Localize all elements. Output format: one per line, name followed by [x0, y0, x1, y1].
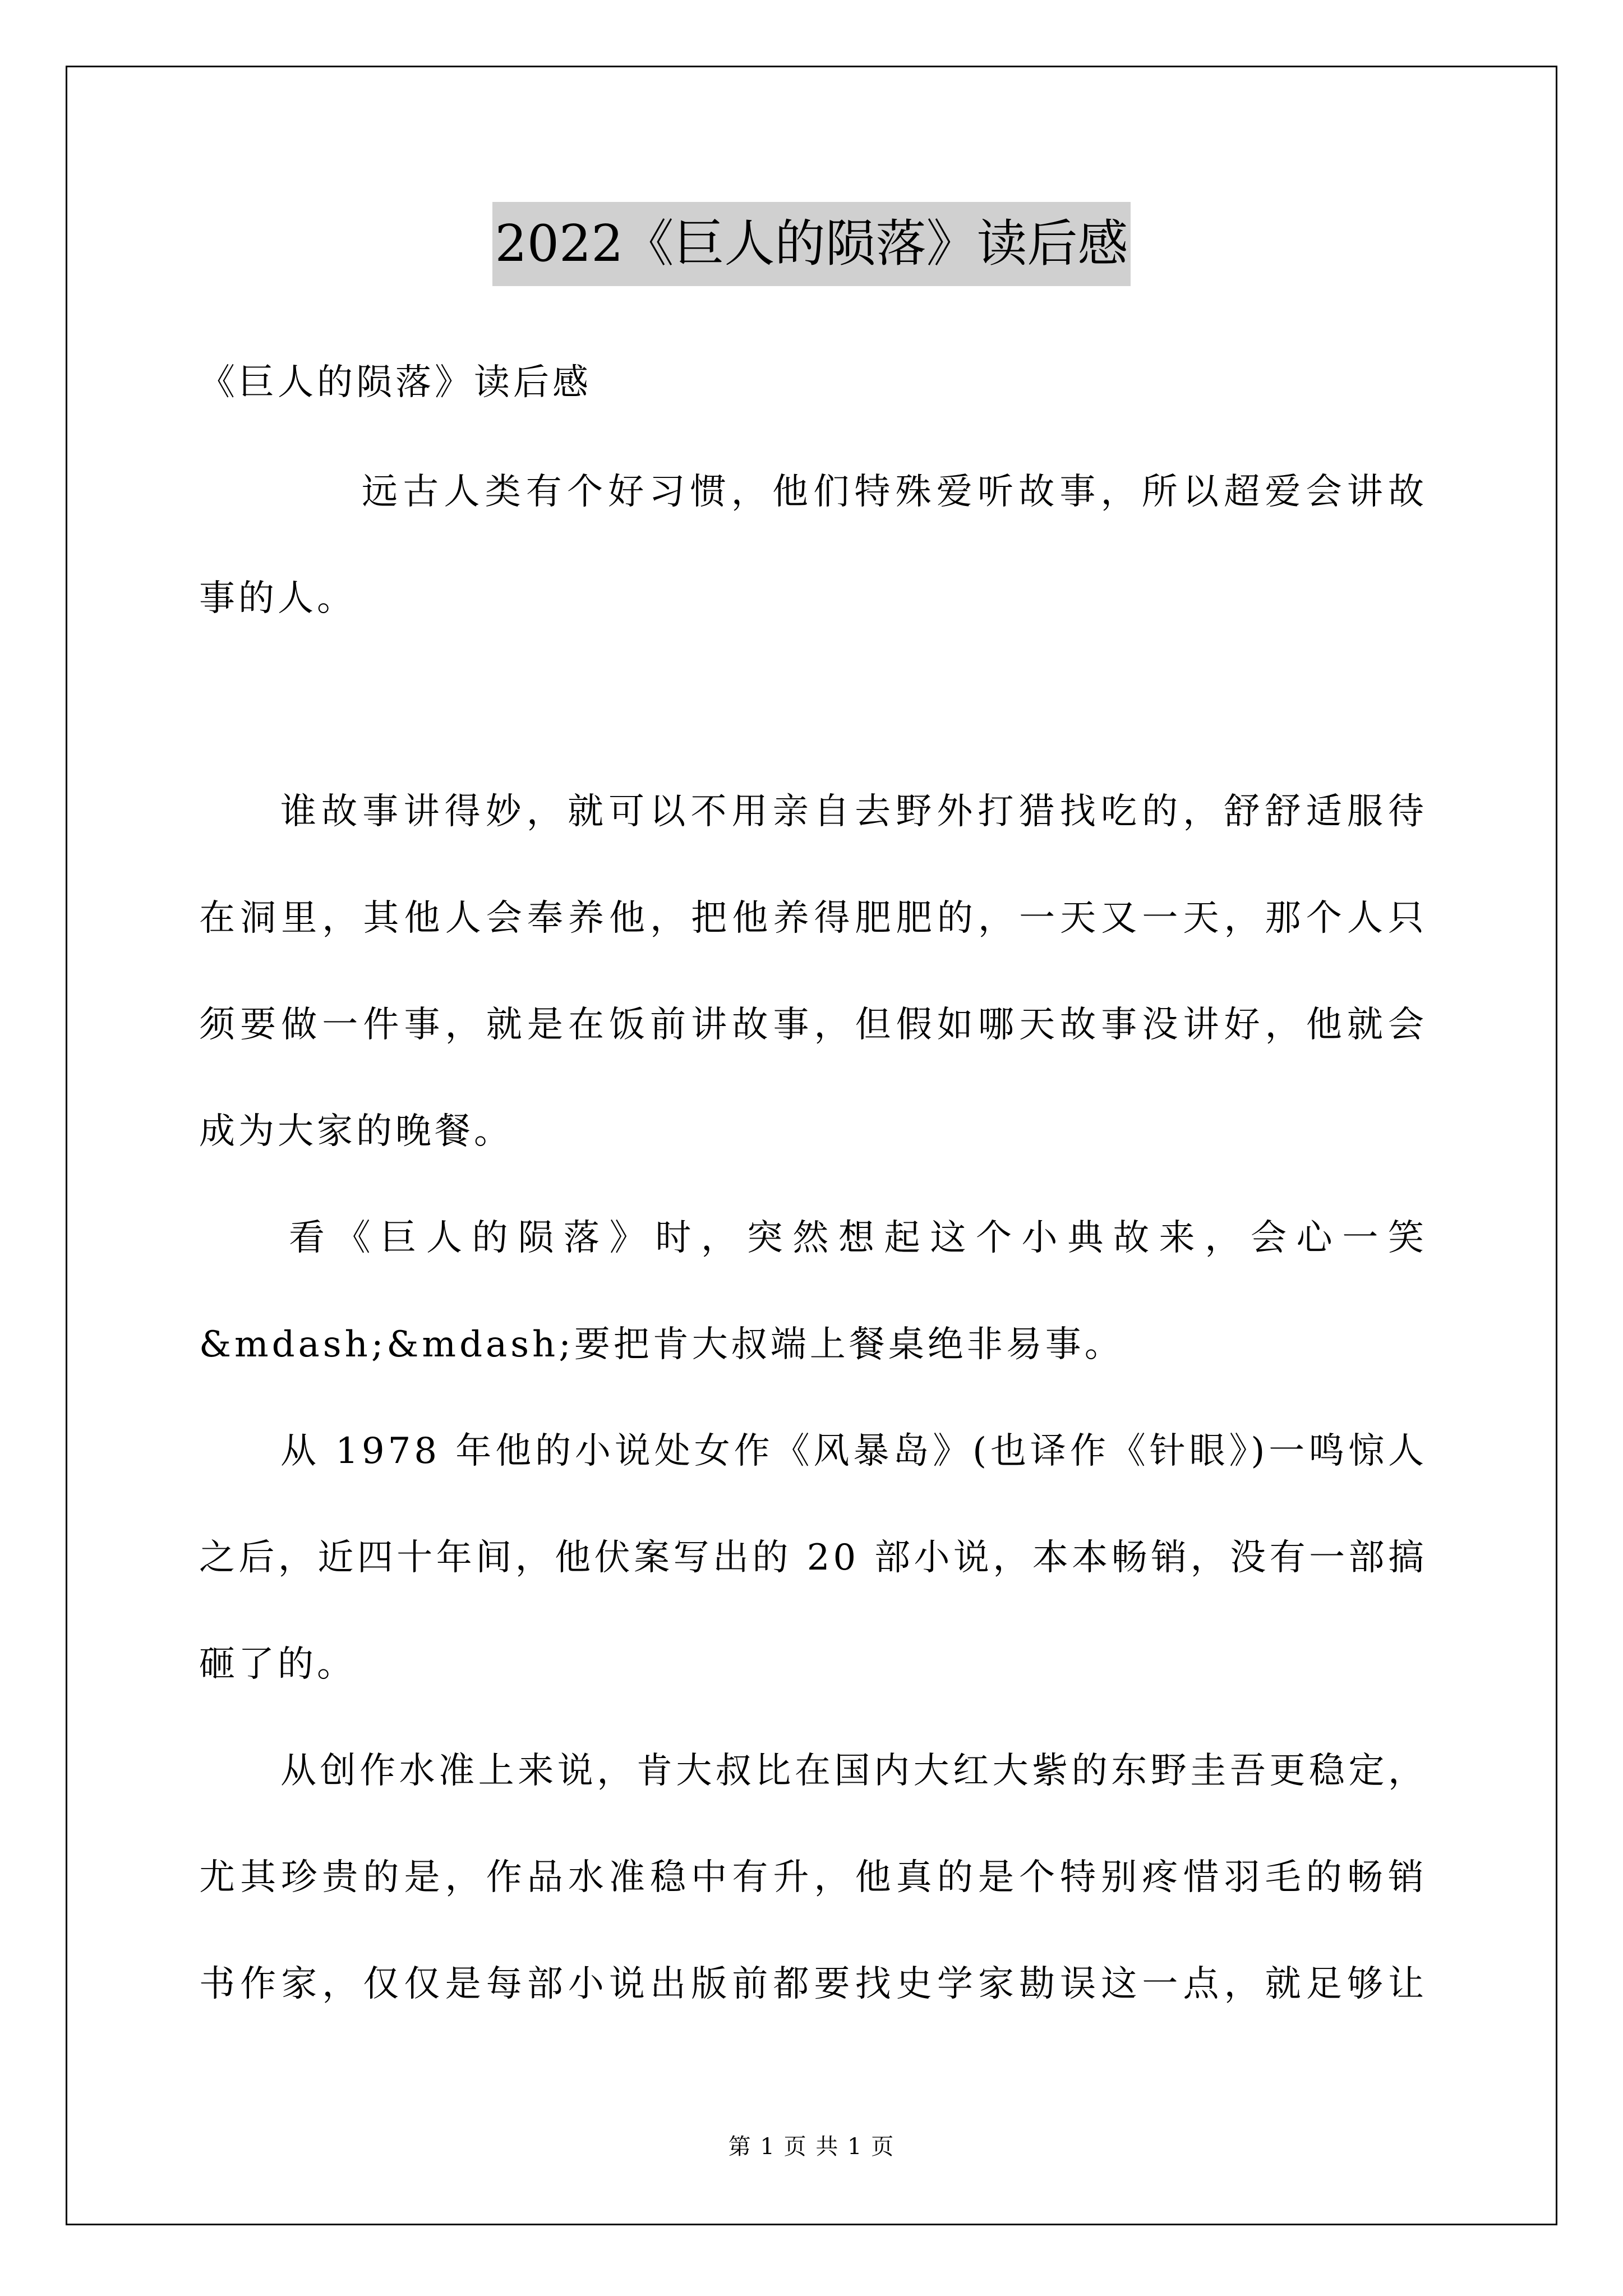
paragraph-line: 尤其珍贵的是，作品水准稳中有升，他真的是个特别疼惜羽毛的畅销: [199, 1857, 1427, 1898]
paragraph-line: 之后，近四十年间，他伏案写出的 20 部小说，本本畅销，没有一部搞: [199, 1537, 1427, 1579]
paragraph-line: 远古人类有个好习惯，他们特殊爱听故事，所以超爱会讲故: [362, 471, 1427, 513]
subtitle: 《巨人的陨落》读后感: [199, 362, 592, 403]
title-container: [0, 202, 1623, 286]
paragraph-line: 从创作水准上来说，肯大叔比在国内大红大紫的东野圭吾更稳定，: [280, 1750, 1427, 1792]
paragraph-line: 从 1978 年他的小说处女作《风暴岛》(也译作《针眼》)一鸣惊人: [280, 1430, 1427, 1472]
paragraph-line: 成为大家的晚餐。: [199, 1111, 513, 1152]
paragraph-line: 谁故事讲得妙，就可以不用亲自去野外打猎找吃的，舒舒适服待: [280, 791, 1427, 832]
paragraph-line: &mdash;&mdash;要把肯大叔端上餐桌绝非易事。: [199, 1324, 1124, 1365]
paragraph-line: 在洞里，其他人会奉养他，把他养得肥肥的，一天又一天，那个人只: [199, 898, 1427, 939]
paragraph-line: 砸了的。: [199, 1644, 356, 1685]
document-title: 2022《巨人的陨落》读后感: [492, 202, 1130, 286]
paragraph-line: 须要做一件事，就是在饭前讲故事，但假如哪天故事没讲好，他就会: [199, 1004, 1427, 1046]
paragraph-line: 事的人。: [199, 578, 356, 619]
page-footer: 第 1 页 共 1 页: [728, 2134, 895, 2160]
paragraph-line: 书作家，仅仅是每部小说出版前都要找史学家勘误这一点，就足够让: [199, 1963, 1427, 2005]
paragraph-line: 看《巨人的陨落》时，突然想起这个小典故来，会心一笑: [289, 1217, 1427, 1259]
